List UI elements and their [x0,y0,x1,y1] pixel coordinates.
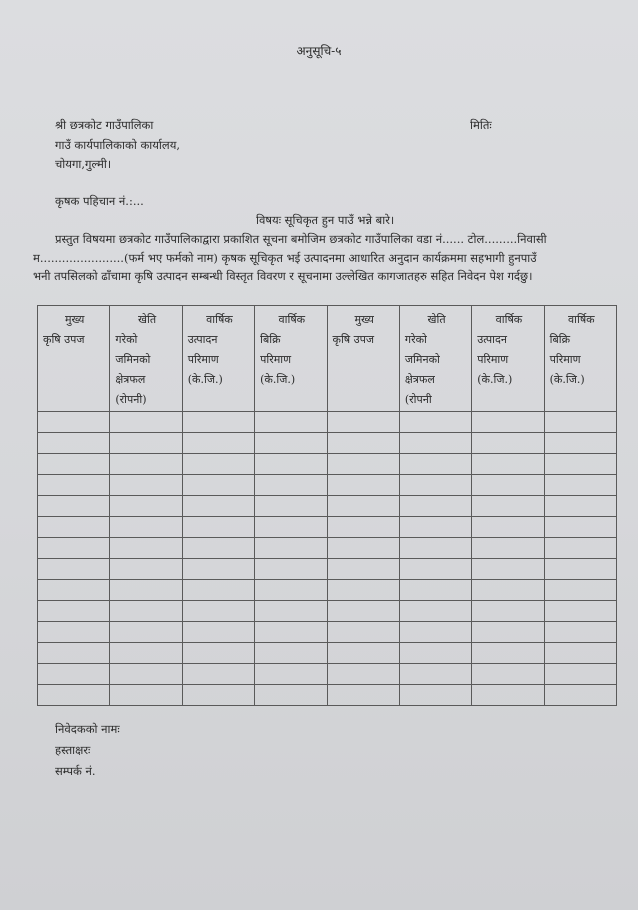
table-cell[interactable] [38,454,110,475]
table-cell[interactable] [110,538,182,559]
table-cell[interactable] [544,475,616,496]
table-cell[interactable] [399,517,471,538]
body-line-3: भनी तपसिलको ढाँचामा कृषि उत्पादन सम्बन्धी विस्तृत विवरण र सूचनामा उल्लेखित कागजातहरु सहित निवेदन पेश गर्दछु। [33,269,533,283]
table-cell[interactable] [472,412,544,433]
table-cell[interactable] [110,517,182,538]
column-header-4 [255,306,327,412]
table-cell[interactable] [182,559,254,580]
table-cell[interactable] [182,622,254,643]
body-line-2: म.......................(फर्म भए फर्मको नाम) कृषक सूचिकृत भई उत्पादनमा आधारित अनुदान कार्यक्रममा सहभागी हुनपाउँ [33,250,537,265]
table-cell[interactable] [110,475,182,496]
table-cell[interactable] [327,622,399,643]
column-header-title: वार्षिक [495,313,523,326]
table-cell[interactable] [182,433,254,454]
column-header-7 [472,306,544,412]
table-cell[interactable] [399,622,471,643]
table-row [38,517,617,538]
farmer-id-label: कृषक पहिचान नं.:... [55,194,144,208]
table-cell[interactable] [399,475,471,496]
table-cell[interactable] [182,643,254,664]
column-header-5 [327,306,399,412]
column-header-6 [399,306,471,412]
table-cell[interactable] [327,580,399,601]
table-cell[interactable] [399,580,471,601]
column-header-subline: परिमाण [549,353,581,366]
table-cell[interactable] [399,664,471,685]
column-header-subline: बिक्रि [260,333,281,346]
column-header-subline: (के.जि.) [187,373,223,386]
table-cell[interactable] [327,685,399,706]
table-cell[interactable] [255,433,327,454]
table-cell[interactable] [399,538,471,559]
column-header-8 [544,306,616,412]
table-row [38,454,617,475]
table-cell[interactable] [472,685,544,706]
table-row [38,475,617,496]
table-cell[interactable] [544,580,616,601]
column-header-3 [182,306,254,412]
table-cell[interactable] [110,643,182,664]
column-header-subline: उत्पादन [187,333,218,346]
table-cell[interactable] [182,580,254,601]
page-heading: अनुसूचि-५ [296,44,342,58]
table-row [38,538,617,559]
table-cell[interactable] [399,559,471,580]
table-cell[interactable] [472,454,544,475]
table-cell[interactable] [255,454,327,475]
column-header-subline: (रोपनी [404,393,432,406]
addressee-line-2: गाउँ कार्यपालिकाको कार्यालय, [55,138,181,152]
column-header-subline: बिक्रि [549,333,571,346]
table-row [38,622,617,643]
table-cell[interactable] [38,643,110,664]
table-cell[interactable] [255,412,327,433]
signature-label: हस्ताक्षरः [55,743,91,757]
table-row [38,496,617,517]
table-cell[interactable] [327,454,399,475]
table-cell[interactable] [255,496,327,517]
table-cell[interactable] [182,517,254,538]
table-cell[interactable] [182,685,254,706]
table-cell[interactable] [327,559,399,580]
table-cell[interactable] [399,685,471,706]
table-cell[interactable] [182,475,254,496]
table-cell[interactable] [544,559,616,580]
column-header-title: मुख्य [64,313,85,326]
column-header-subline: परिमाण [187,353,219,366]
table-cell[interactable] [544,412,616,433]
column-header-subline: क्षेत्रफल [404,373,435,386]
addressee-line-3: चोयगा,गुल्मी। [55,157,112,171]
table-cell[interactable] [38,412,110,433]
table-cell[interactable] [472,601,544,622]
applicant-name-label: निवेदकको नामः [55,722,120,736]
table-cell[interactable] [327,433,399,454]
table-cell[interactable] [110,454,182,475]
table-cell[interactable] [544,496,616,517]
table-cell[interactable] [472,664,544,685]
column-header-title: वार्षिक [206,313,233,326]
addressee-line-1: श्री छत्रकोट गाउँपालिका [55,118,154,132]
table-cell[interactable] [327,643,399,664]
table-cell[interactable] [38,433,110,454]
table-cell[interactable] [110,496,182,517]
table-cell[interactable] [255,643,327,664]
table-row [38,643,617,664]
table-cell[interactable] [544,622,616,643]
table-cell[interactable] [544,685,616,706]
table-cell[interactable] [399,412,471,433]
table-cell[interactable] [544,538,616,559]
table-row [38,412,617,433]
body-paragraph [33,230,618,286]
column-header-title: खेति [138,313,157,326]
table-cell[interactable] [182,496,254,517]
table-cell[interactable] [327,475,399,496]
column-header-subline: क्षेत्रफल [115,373,146,386]
table-cell[interactable] [255,664,327,685]
produce-details-table [37,305,617,706]
column-header-subline: गरेको [404,333,427,346]
column-header-subline: (के.जि.) [549,373,585,386]
table-cell[interactable] [110,559,182,580]
table-cell[interactable] [38,580,110,601]
table-cell[interactable] [38,496,110,517]
table-cell[interactable] [399,454,471,475]
table-cell[interactable] [399,496,471,517]
table-cell[interactable] [38,538,110,559]
subject-line: विषयः सूचिकृत हुन पाउँ भन्ने बारे। [256,213,395,227]
column-header-subline: जमिनको [115,353,151,366]
column-header-subline: गरेको [115,333,138,346]
column-header-subline: (के.जि.) [477,373,513,386]
table-cell[interactable] [472,622,544,643]
table-cell[interactable] [38,685,110,706]
table-cell[interactable] [472,643,544,664]
table-row [38,601,617,622]
table-cell[interactable] [399,643,471,664]
table-cell[interactable] [38,622,110,643]
table-cell[interactable] [327,664,399,685]
table-cell[interactable] [255,685,327,706]
table-cell[interactable] [327,517,399,538]
table-cell[interactable] [255,580,327,601]
table-cell[interactable] [38,475,110,496]
column-header-subline: जमिनको [404,353,440,366]
column-header-title: वार्षिक [568,313,595,326]
table-cell[interactable] [472,580,544,601]
table-cell[interactable] [110,412,182,433]
column-header-title: खेति [427,313,446,326]
table-cell[interactable] [327,601,399,622]
table-cell[interactable] [182,601,254,622]
column-header-title: मुख्य [354,313,374,326]
table-cell[interactable] [327,538,399,559]
column-header-subline: परिमाण [477,353,509,366]
table-cell[interactable] [472,517,544,538]
table-cell[interactable] [182,538,254,559]
column-header-subline: कृषि उपज [332,333,375,346]
table-cell[interactable] [544,601,616,622]
table-cell[interactable] [472,559,544,580]
table-cell[interactable] [472,496,544,517]
table-cell[interactable] [399,433,471,454]
table-body [38,412,617,706]
contact-number-label: सम्पर्क नं. [55,764,96,778]
table-cell[interactable] [255,622,327,643]
table-cell[interactable] [472,433,544,454]
table-row [38,664,617,685]
table-row [38,580,617,601]
column-header-subline: (रोपनी) [115,393,147,406]
date-label: मितिः [470,118,492,132]
table-cell[interactable] [110,580,182,601]
table-cell[interactable] [182,412,254,433]
table-cell[interactable] [544,664,616,685]
column-header-subline: कृषि उपज [43,333,85,346]
table-cell[interactable] [255,538,327,559]
table-cell[interactable] [472,475,544,496]
table-cell[interactable] [544,454,616,475]
table-cell[interactable] [472,538,544,559]
table-row [38,559,617,580]
table-cell[interactable] [38,517,110,538]
column-header-subline: परिमाण [260,353,292,366]
table-cell[interactable] [399,601,471,622]
table-cell[interactable] [327,412,399,433]
table-cell[interactable] [544,433,616,454]
column-header-1 [38,306,110,412]
table-cell[interactable] [182,664,254,685]
table-cell[interactable] [110,664,182,685]
table-cell[interactable] [255,601,327,622]
table-header-row [38,306,617,412]
table-cell[interactable] [255,475,327,496]
table-cell[interactable] [255,559,327,580]
column-header-2 [110,306,182,412]
column-header-subline: (के.जि.) [260,373,296,386]
table-cell[interactable] [327,496,399,517]
table-cell[interactable] [544,643,616,664]
table-row [38,685,617,706]
column-header-subline: उत्पादन [477,333,507,346]
table-cell[interactable] [110,601,182,622]
column-header-title: वार्षिक [278,313,306,326]
table-cell[interactable] [110,622,182,643]
table-row [38,433,617,454]
table-cell[interactable] [110,433,182,454]
table-cell[interactable] [182,454,254,475]
table-cell[interactable] [38,559,110,580]
table-cell[interactable] [544,517,616,538]
body-line-1: प्रस्तुत विषयमा छत्रकोट गाउँपालिकाद्वारा प्रकाशित सूचना बमोजिम छत्रकोट गाउँपालिका वडा नं...... टोल.........निवासी [55,232,547,246]
table-cell[interactable] [38,601,110,622]
table-cell[interactable] [255,517,327,538]
table-cell[interactable] [38,664,110,685]
table-cell[interactable] [110,685,182,706]
